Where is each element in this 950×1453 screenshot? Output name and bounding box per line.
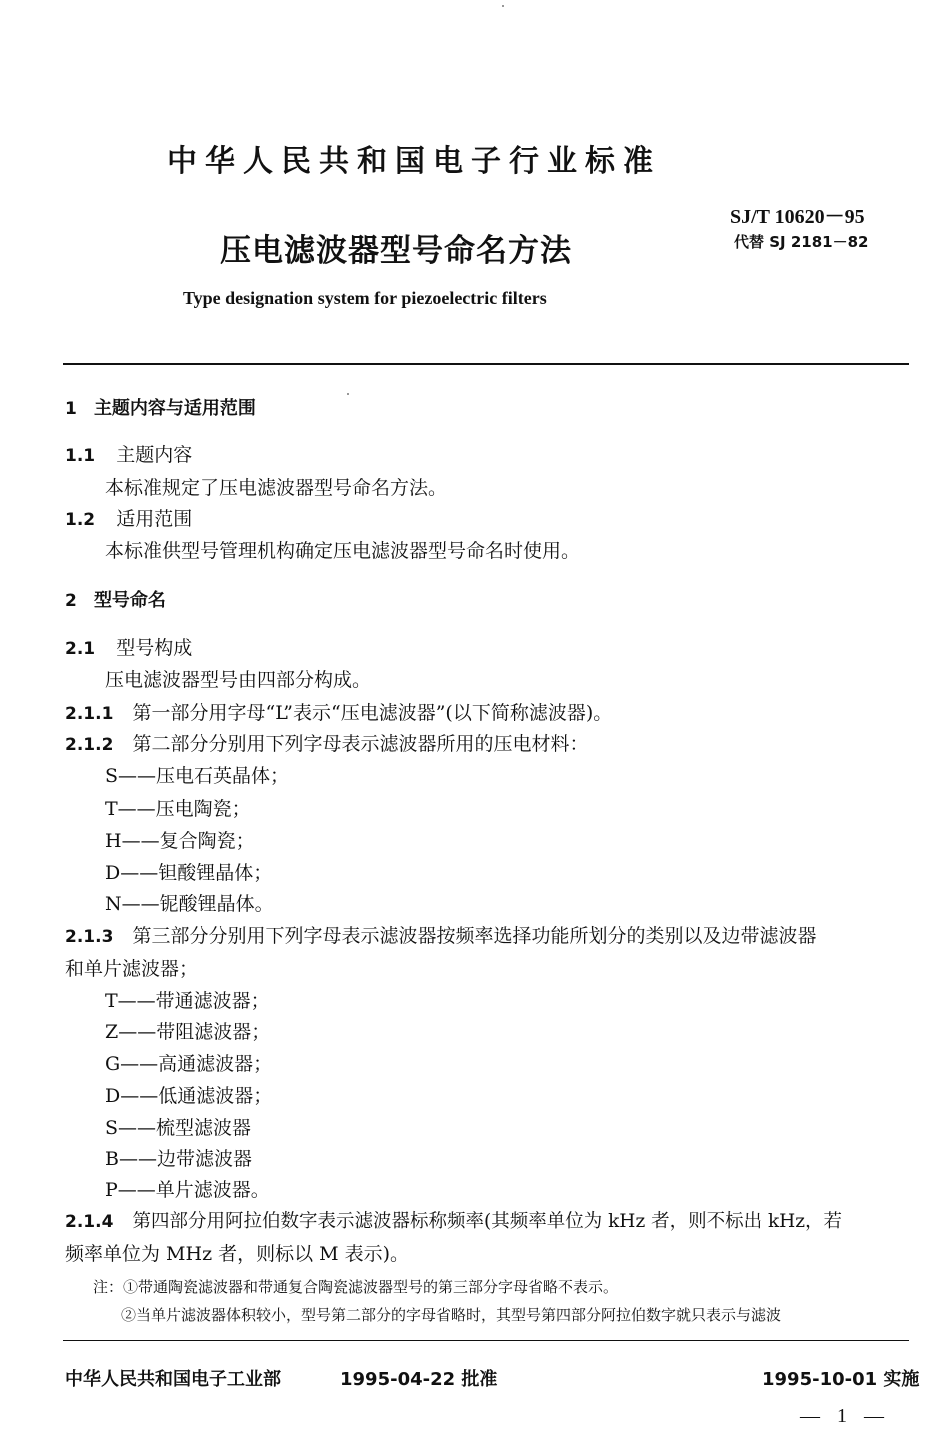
footer-effective-date: 1995-10-01 实施 (762, 1369, 920, 1390)
section-2-1-2: 2.1.2 第二部分分别用下列字母表示滤波器所用的压电材料： (65, 733, 589, 755)
section-1-heading: 1 主题内容与适用范围 (65, 398, 256, 419)
issuing-organization: 中华人民共和国电子行业标准 (167, 144, 661, 179)
note-2: ②当单片滤波器体积较小，型号第二部分的字母省略时，其型号第四部分阿拉伯数字就只表示与滤波 (121, 1306, 782, 1324)
list-item: S——梳型滤波器 (105, 1117, 252, 1139)
list-item: G——高通滤波器； (105, 1053, 273, 1075)
list-item: Z——带阻滤波器； (105, 1021, 271, 1043)
section-1-2-heading: 1.2 适用范围 (65, 508, 193, 530)
replaces-standard: 代替 SJ 2181－82 (734, 233, 869, 251)
list-item: N——铌酸锂晶体。 (105, 893, 274, 915)
section-2-1-4: 2.1.4 第四部分用阿拉伯数字表示滤波器标称频率(其频率单位为 kHz 者，则不标出 kHz，若 (65, 1211, 843, 1232)
section-2-heading: 2 型号命名 (65, 590, 166, 611)
list-item: B——边带滤波器 (105, 1148, 252, 1170)
section-2-1-4-continued: 频率单位为 MHz 者，则标以 M 表示)。 (65, 1243, 410, 1265)
list-item: T——带通滤波器； (105, 990, 270, 1012)
list-item: P——单片滤波器。 (105, 1179, 270, 1201)
footer-divider (63, 1340, 909, 1341)
english-title: Type designation system for piezoelectric filters (183, 288, 547, 308)
page-number: — 1 — (800, 1405, 890, 1427)
list-item: H——复合陶瓷； (105, 830, 255, 852)
footer-issuer: 中华人民共和国电子工业部 (65, 1369, 281, 1390)
section-2-1-3-continued: 和单片滤波器； (65, 958, 199, 980)
list-item: S——压电石英晶体； (105, 765, 290, 787)
section-1-1-body: 本标准规定了压电滤波器型号命名方法。 (105, 477, 448, 499)
section-2-1-body: 压电滤波器型号由四部分构成。 (105, 669, 372, 691)
header-divider (63, 363, 909, 365)
list-item: D——低通滤波器； (105, 1085, 273, 1107)
scan-speck (347, 393, 349, 395)
list-item: T——压电陶瓷； (105, 798, 251, 820)
scan-speck (502, 5, 504, 7)
section-1-1-heading: 1.1 主题内容 (65, 444, 193, 466)
section-1-2-body: 本标准供型号管理机构确定压电滤波器型号命名时使用。 (105, 540, 581, 562)
section-2-1-3: 2.1.3 第三部分分别用下列字母表示滤波器按频率选择功能所划分的类别以及边带滤波器 (65, 925, 817, 947)
footer-approved-date: 1995-04-22 批准 (340, 1369, 498, 1390)
section-2-1-1: 2.1.1 第一部分用字母“L”表示“压电滤波器”(以下简称滤波器)。 (65, 702, 613, 724)
document-title: 压电滤波器型号命名方法 (220, 233, 572, 269)
standard-code: SJ/T 10620－95 (730, 206, 865, 228)
note-1: 注：①带通陶瓷滤波器和带通复合陶瓷滤波器型号的第三部分字母省略不表示。 (93, 1278, 619, 1296)
list-item: D——钽酸锂晶体； (105, 862, 273, 884)
section-2-1-heading: 2.1 型号构成 (65, 637, 193, 659)
